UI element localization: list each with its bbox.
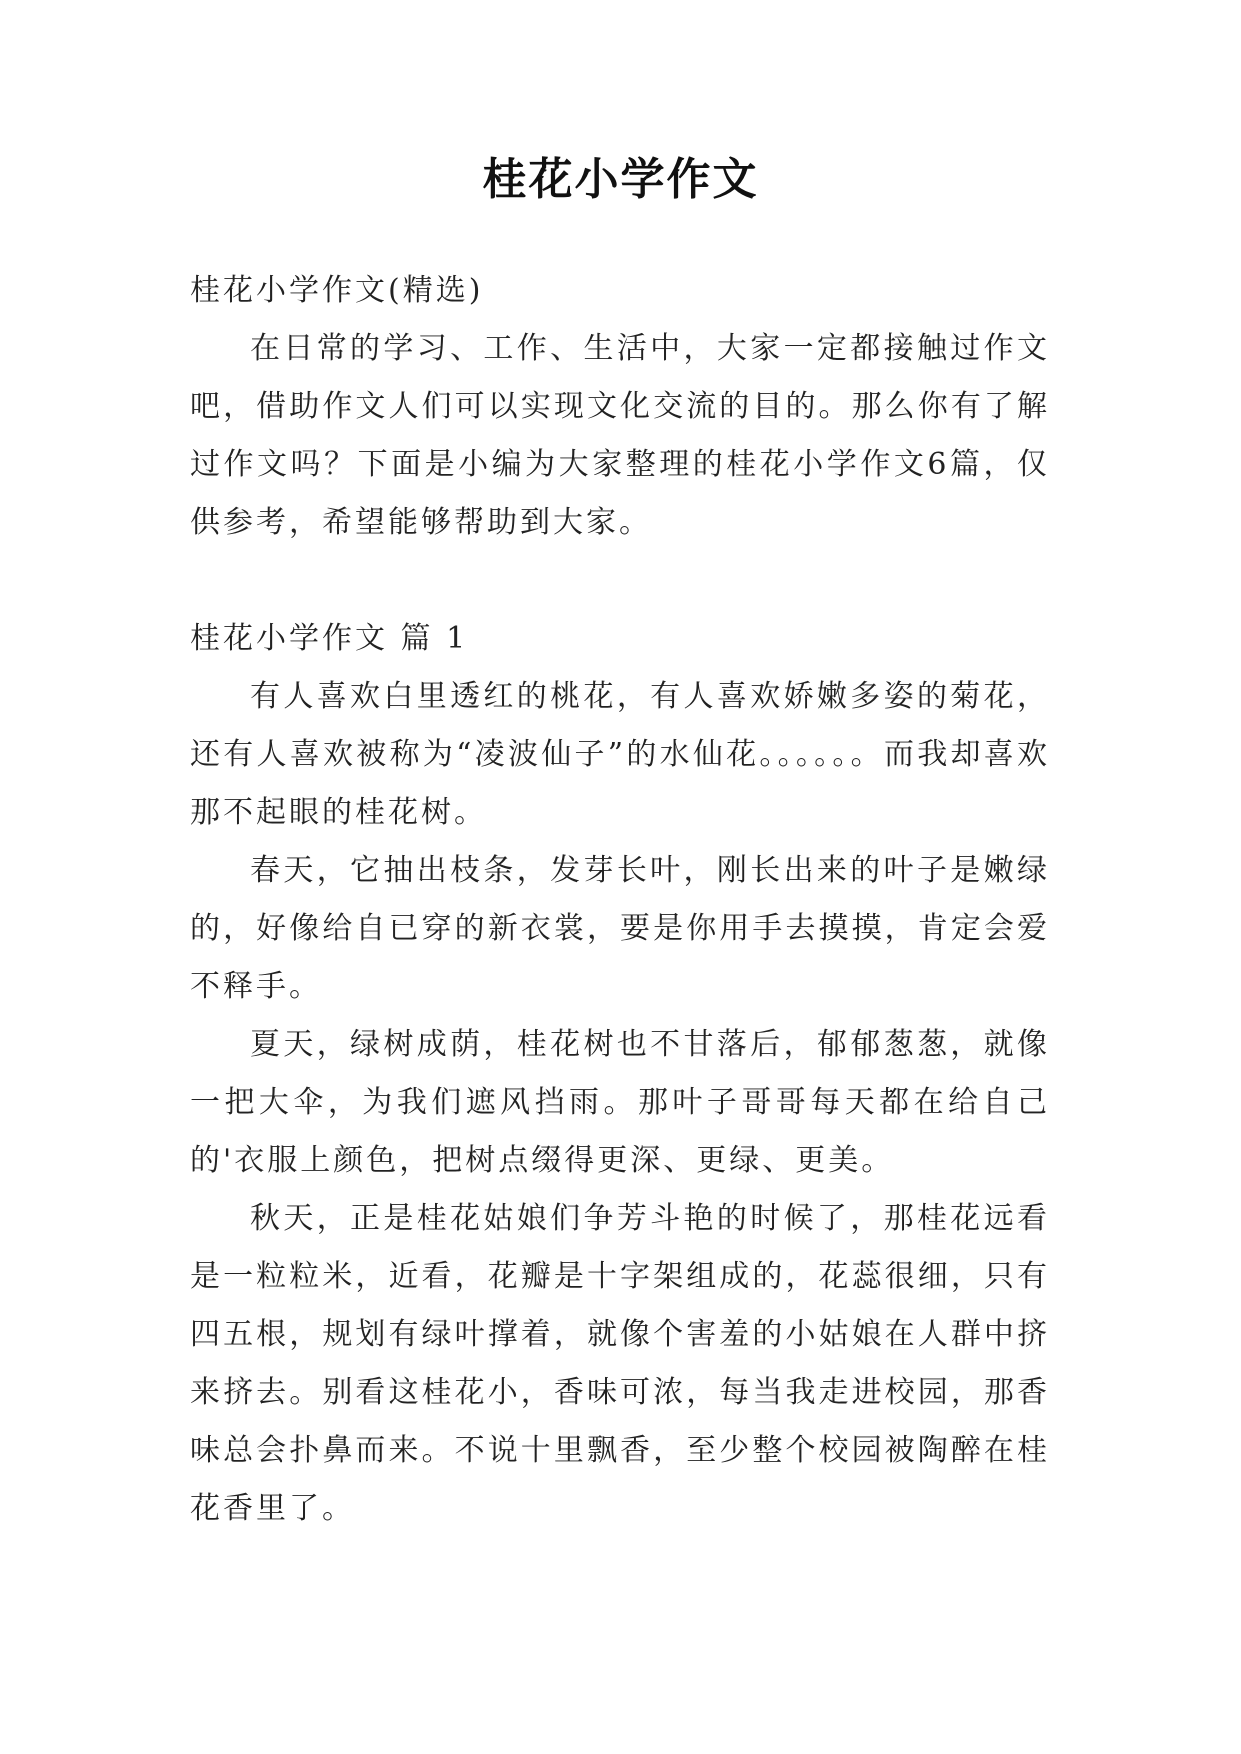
section-heading: 桂花小学作文 篇 1 bbox=[190, 621, 469, 656]
document-subtitle: 桂花小学作文(精选) bbox=[190, 273, 484, 308]
intro-paragraph: 在日常的学习、工作、生活中，大家一定都接触过作文吧，借助作文人们可以实现文化交流的目的。那么你有了解过作文吗？下面是小编为大家整理的桂花小学作文6篇，仅供参考，希望能够帮助到大家。 bbox=[190, 331, 1050, 540]
document-title: 桂花小学作文 bbox=[482, 154, 759, 205]
body-paragraph: 有人喜欢白里透红的桃花，有人喜欢娇嫩多姿的菊花，还有人喜欢被称为“凌波仙子”的水仙花。。。。。。而我却喜欢那不起眼的桂花树。 bbox=[190, 679, 1050, 830]
document-body bbox=[190, 262, 1050, 1538]
body-paragraph: 春天，它抽出枝条，发芽长叶，刚长出来的叶子是嫩绿的，好像给自已穿的新衣裳，要是你用手去摸摸，肯定会爱不释手。 bbox=[190, 853, 1050, 1004]
body-paragraph: 秋天，正是桂花姑娘们争芳斗艳的时候了，那桂花远看是一粒粒米，近看，花瓣是十字架组成的，花蕊很细，只有四五根，规划有绿叶撑着，就像个害羞的小姑娘在人群中挤来挤去。别看这桂花小，香味可浓，每当我走进校园，那香味总会扑鼻而来。不说十里飘香，至少整个校园被陶醉在桂花香里了。 bbox=[190, 1201, 1050, 1526]
body-paragraph: 夏天，绿树成荫，桂花树也不甘落后，郁郁葱葱，就像一把大伞，为我们遮风挡雨。那叶子哥哥每天都在给自己的'衣服上颜色，把树点缀得更深、更绿、更美。 bbox=[190, 1027, 1050, 1178]
